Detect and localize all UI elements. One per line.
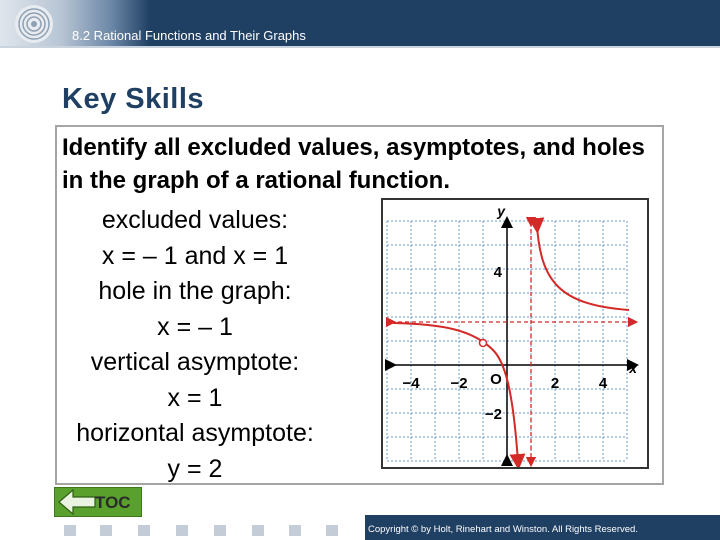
- x-axis-label: x: [629, 360, 637, 376]
- skill-details: [55, 203, 335, 487]
- header-divider: [0, 46, 720, 48]
- excluded-values-value: x = – 1 and x = 1: [101, 241, 289, 270]
- x-tick-label: −4: [402, 375, 420, 392]
- x-tick-label: 4: [598, 375, 608, 392]
- rational-function-graph: [383, 200, 647, 467]
- hole-label: hole in the graph:: [98, 277, 292, 305]
- nav-dot: [252, 525, 264, 536]
- vertical-asymptote-value: x = 1: [167, 383, 223, 412]
- skill-heading: Identify all excluded values, asymptotes, and holes in the graph of a rational function.: [62, 134, 645, 194]
- nav-dot: [289, 525, 301, 536]
- vertical-asymptote-label: vertical asymptote:: [90, 348, 300, 376]
- x-tick-label: 2: [550, 375, 560, 392]
- toc-button[interactable]: [54, 487, 142, 517]
- nav-dot: [64, 525, 76, 536]
- curve-right-branch: [537, 226, 629, 310]
- hole-value: x = – 1: [157, 312, 233, 341]
- copyright-text: Copyright © by Holt, Rinehart and Winston. All Rights Reserved.: [368, 524, 638, 535]
- ripple-logo-icon: [14, 4, 54, 44]
- x-tick-label: −2: [450, 375, 468, 392]
- hole-point: [480, 340, 487, 347]
- y-tick-label: 4: [493, 264, 502, 281]
- nav-dot: [176, 525, 188, 536]
- y-axis-label: y: [497, 203, 505, 219]
- nav-dot: [138, 525, 150, 536]
- y-tick-label: −2: [484, 406, 502, 423]
- origin-label: O: [490, 371, 502, 388]
- excluded-values-label: excluded values:: [101, 206, 289, 234]
- back-arrow-icon: [57, 488, 97, 516]
- horizontal-asymptote-value: y = 2: [167, 454, 223, 483]
- nav-dot: [326, 525, 338, 536]
- toc-label: TOC: [95, 493, 131, 512]
- section-title: 8.2 Rational Functions and Their Graphs: [72, 28, 306, 43]
- curve-left-branch: [393, 323, 518, 462]
- horizontal-asymptote-label: horizontal asymptote:: [76, 419, 314, 447]
- nav-dot: [100, 525, 112, 536]
- page-title: Key Skills: [62, 83, 205, 115]
- nav-dot: [214, 525, 226, 536]
